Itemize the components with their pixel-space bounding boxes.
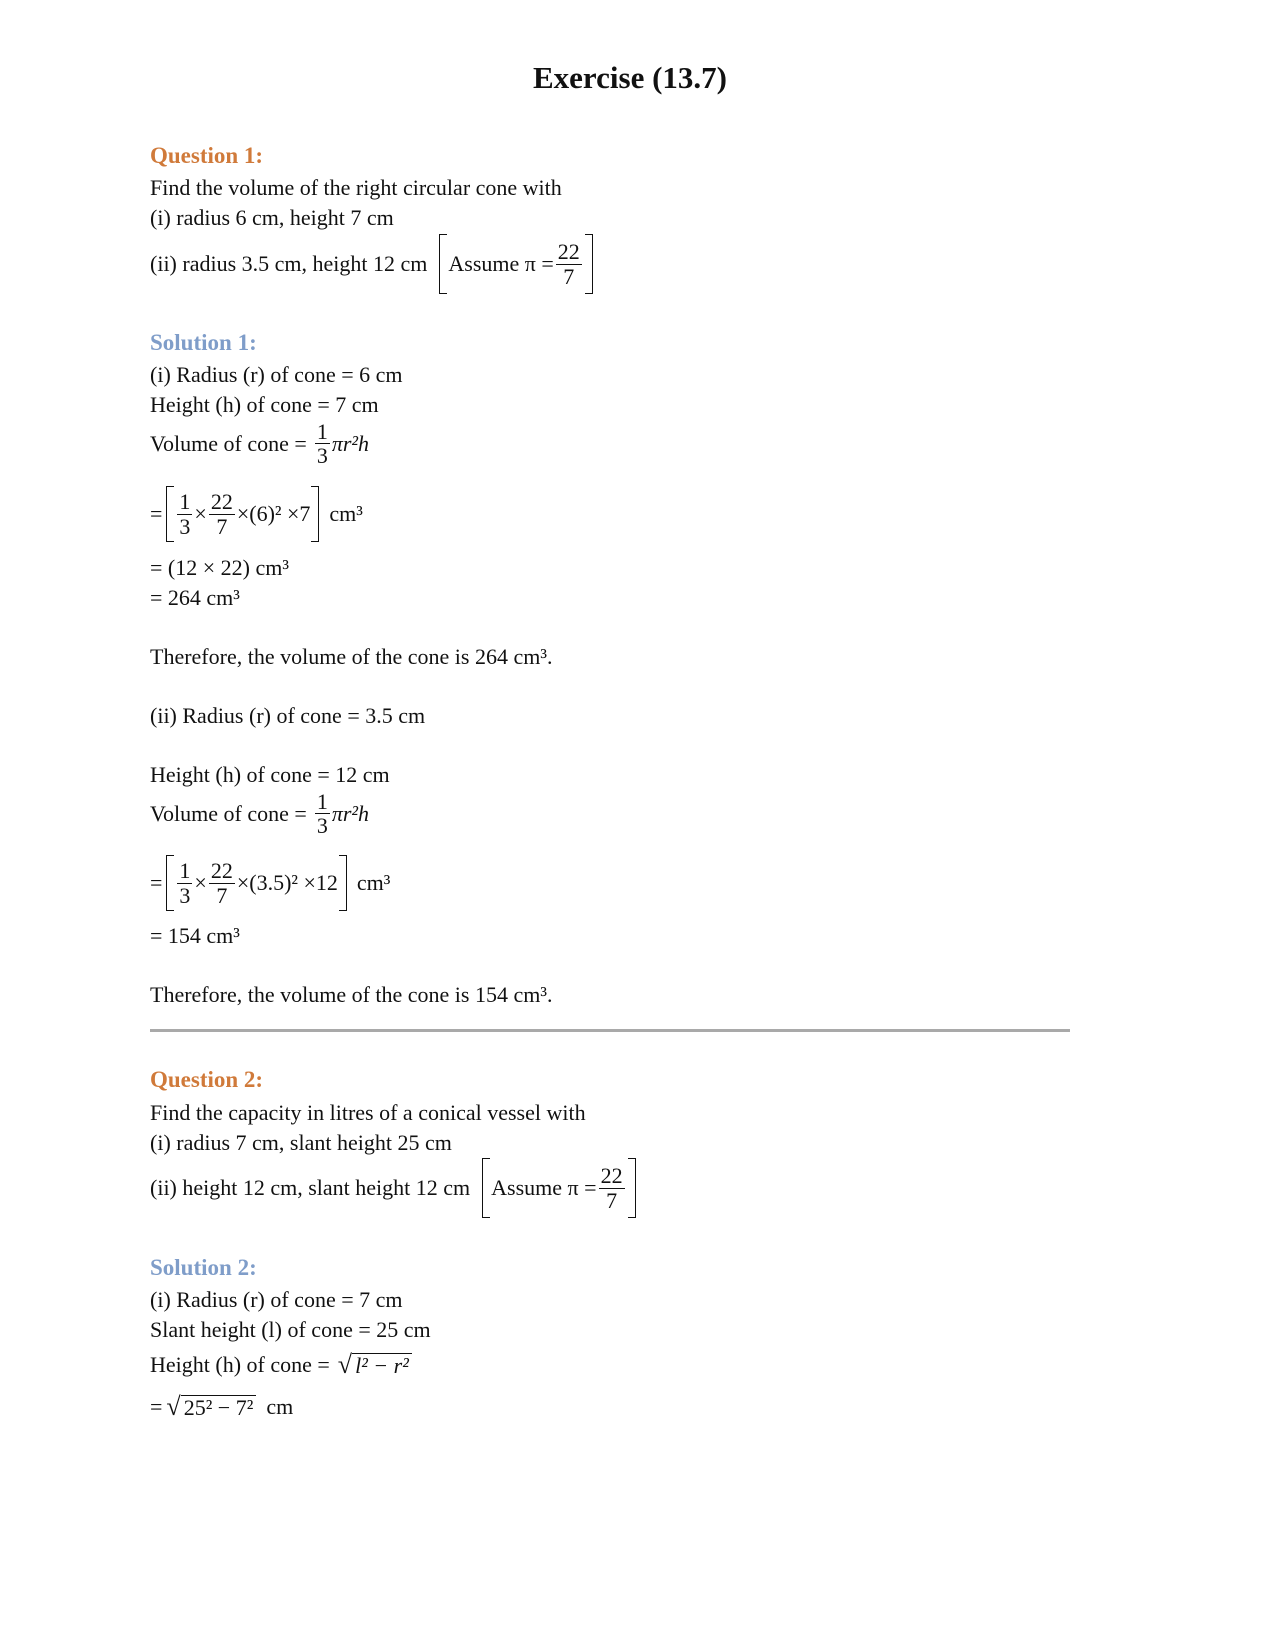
question-1-part-ii-text: (ii) radius 3.5 cm, height 12 cm: [150, 251, 428, 276]
sqrt-icon: √: [166, 1391, 181, 1421]
question-2-heading: Question 2:: [150, 1067, 264, 1092]
solution-2-height-formula: [150, 1350, 412, 1378]
frac-den: 3: [316, 443, 328, 469]
frac-den: 3: [316, 813, 328, 839]
frac-num: 1: [316, 789, 328, 814]
solution-1-calc-ii: [150, 855, 390, 911]
one-third: [315, 420, 330, 467]
sqrt-radicand: l² − r²: [352, 1353, 412, 1378]
frac-num: 1: [179, 489, 191, 515]
page-title: Exercise (13.7): [533, 60, 727, 95]
solution-2-slant-height: Slant height (l) of cone = 25 cm: [150, 1317, 431, 1342]
solution-1-result: = 264 cm³: [150, 585, 240, 610]
calc-terms: ×(6)² ×7: [236, 501, 311, 526]
solution-2-radius: (i) Radius (r) of cone = 7 cm: [150, 1287, 403, 1312]
assume-pi-bracket: [439, 234, 592, 294]
equals-sign: =: [150, 870, 163, 895]
one-third: [177, 490, 192, 537]
sqrt-formula: [337, 1349, 412, 1379]
pi-fraction: [556, 240, 582, 287]
question-2-part-ii: [150, 1158, 640, 1218]
volume-label: Volume of cone =: [150, 800, 307, 826]
solution-1-radius-ii: (ii) Radius (r) of cone = 3.5 cm: [150, 703, 426, 728]
calc-bracket: [166, 855, 346, 911]
equals-sign: =: [150, 501, 163, 526]
solution-1-result-ii: = 154 cm³: [150, 923, 240, 948]
section-divider: [150, 1029, 1070, 1032]
solution-1-conclusion-ii: Therefore, the volume of the cone is 154 cm³.: [150, 982, 553, 1007]
one-third: [177, 859, 192, 906]
solution-1-height-ii: Height (h) of cone = 12 cm: [150, 762, 390, 787]
assume-pi-label: Assume π =: [491, 1175, 597, 1200]
cone-volume-formula: πr²h: [331, 430, 369, 456]
frac-num: 1: [179, 858, 191, 884]
pi-fraction: [209, 490, 235, 537]
sqrt-icon: √: [337, 1349, 353, 1379]
question-1-part-i: (i) radius 6 cm, height 7 cm: [150, 205, 394, 230]
calc-bracket: [166, 486, 319, 542]
solution-1-conclusion-i: Therefore, the volume of the cone is 264 cm³.: [150, 644, 553, 669]
unit: cm: [266, 1393, 294, 1419]
frac-num: 22: [210, 489, 233, 515]
frac-den: 3: [179, 513, 191, 539]
assume-pi-label: Assume π =: [448, 251, 554, 276]
pi-denominator: 7: [563, 263, 575, 289]
question-2-text: Find the capacity in litres of a conical vessel with: [150, 1100, 586, 1125]
pi-numerator: 22: [557, 239, 580, 265]
sqrt-calc: [166, 1391, 256, 1421]
equals-sign: =: [150, 1393, 163, 1419]
unit: cm³: [329, 501, 363, 526]
solution-2-heading: Solution 2:: [150, 1255, 257, 1280]
question-1-text: Find the volume of the right circular cone with: [150, 175, 562, 200]
times-sign: ×: [194, 870, 207, 895]
question-2-part-i: (i) radius 7 cm, slant height 25 cm: [150, 1130, 452, 1155]
solution-1-radius: (i) Radius (r) of cone = 6 cm: [150, 362, 403, 387]
solution-1-step: = (12 × 22) cm³: [150, 555, 289, 580]
question-1-part-ii: [150, 234, 597, 294]
volume-label: Volume of cone =: [150, 430, 307, 456]
unit: cm³: [356, 870, 391, 895]
calc-terms: ×(3.5)² ×12: [236, 870, 338, 895]
cone-volume-formula: πr²h: [331, 800, 369, 826]
height-label: Height (h) of cone =: [150, 1351, 330, 1377]
solution-2-height-calc: [150, 1392, 293, 1420]
assume-pi-bracket: [482, 1158, 635, 1218]
solution-1-volume-formula: [150, 420, 369, 467]
one-third: [315, 790, 330, 837]
solution-1-heading: Solution 1:: [150, 330, 257, 355]
sqrt-radicand: 25² − 7²: [181, 1395, 257, 1420]
solution-1-calc: [150, 486, 363, 542]
frac-num: 22: [210, 858, 233, 884]
frac-den: 3: [179, 882, 191, 908]
frac-num: 1: [316, 419, 328, 444]
question-2-part-ii-text: (ii) height 12 cm, slant height 12 cm: [150, 1175, 471, 1200]
pi-numerator: 22: [600, 1163, 623, 1189]
solution-1-height: Height (h) of cone = 7 cm: [150, 392, 379, 417]
solution-1-volume-formula-ii: [150, 790, 369, 837]
times-sign: ×: [194, 501, 207, 526]
pi-fraction: [209, 859, 235, 906]
frac-den: 7: [216, 513, 228, 539]
pi-fraction: [599, 1164, 625, 1211]
frac-den: 7: [216, 882, 228, 908]
pi-denominator: 7: [606, 1187, 618, 1213]
question-1-heading: Question 1:: [150, 143, 264, 168]
